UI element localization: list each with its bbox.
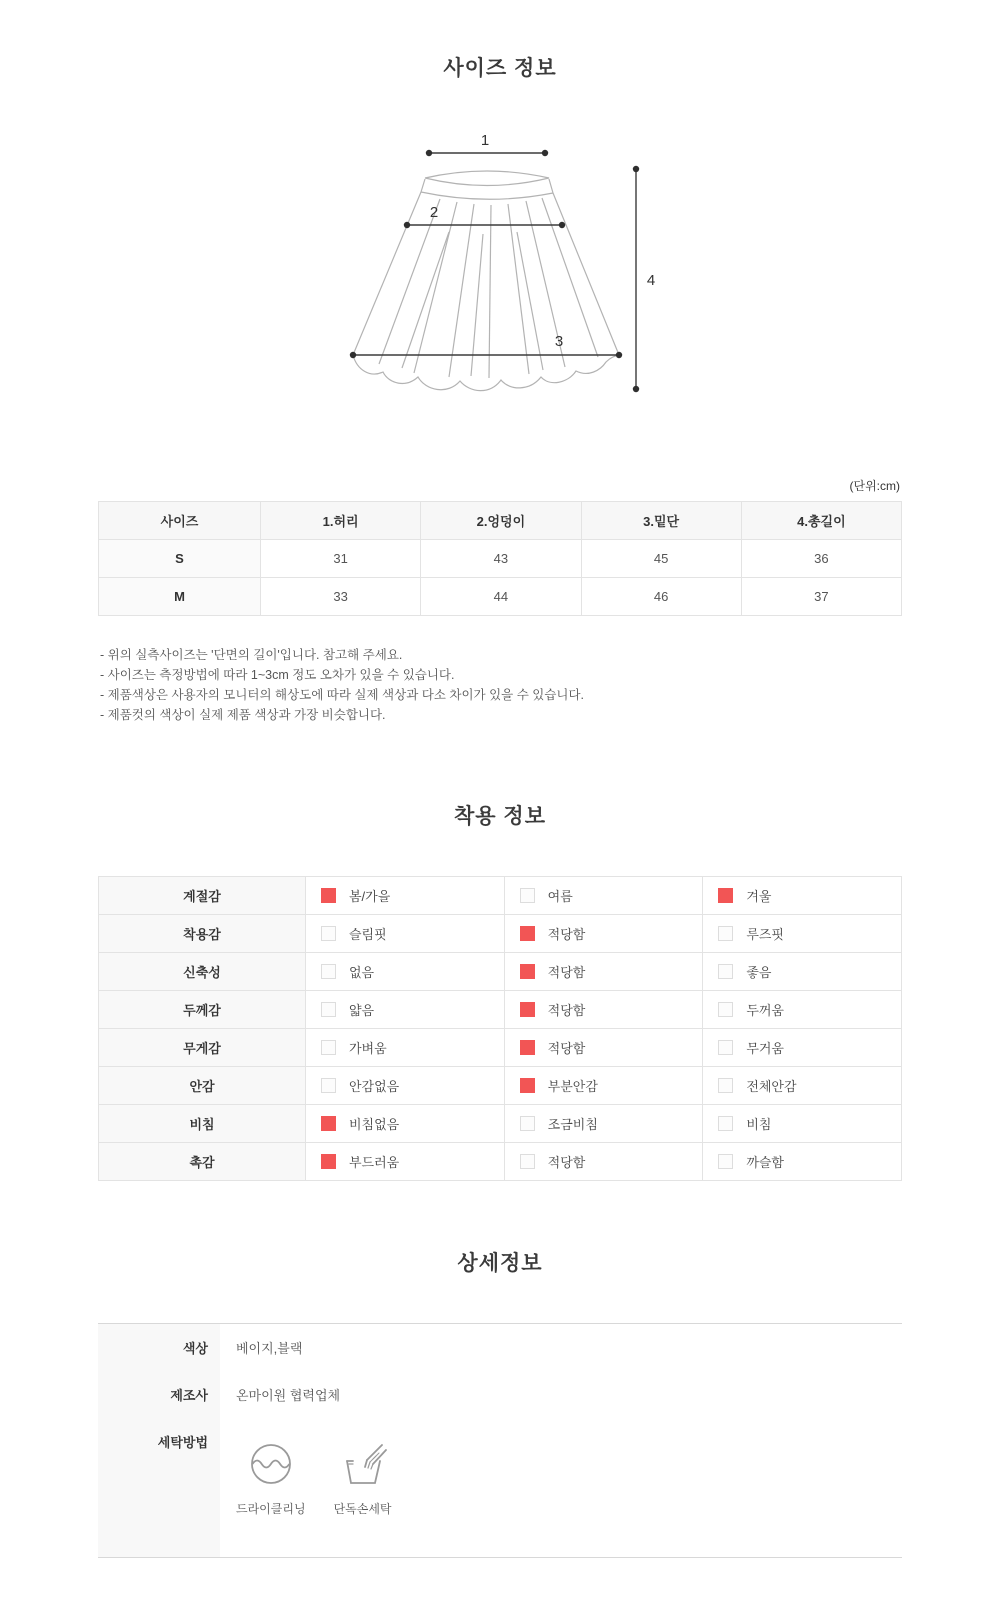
fit-option-cell <box>703 1029 902 1067</box>
fit-option-label: 부드러움 <box>349 1155 400 1170</box>
checked-box-icon <box>520 1040 535 1055</box>
size-col-header: 2.엉덩이 <box>421 502 581 540</box>
skirt-measurement-diagram <box>98 126 902 431</box>
fit-attribute-label: 무게감 <box>99 1029 306 1067</box>
size-value-cell: 45 <box>581 540 741 578</box>
size-note: - 사이즈는 측정방법에 따라 1~3cm 정도 오차가 있을 수 있습니다. <box>100 668 455 682</box>
unchecked-box-icon <box>321 1002 336 1017</box>
fit-info-title: 착용 정보 <box>454 805 546 828</box>
fit-option-cell <box>306 1067 505 1105</box>
unchecked-box-icon <box>520 1116 535 1131</box>
unchecked-box-icon <box>718 964 733 979</box>
fit-option-label: 적당함 <box>547 927 586 942</box>
fit-option-label: 두꺼움 <box>746 1003 784 1018</box>
size-table <box>98 501 902 616</box>
fit-option-cell <box>504 877 703 915</box>
unchecked-box-icon <box>520 888 535 903</box>
size-table-header-row <box>99 502 902 540</box>
wash-method-value <box>220 1418 902 1557</box>
wash-item-dry-clean <box>236 1440 306 1517</box>
fit-option-cell <box>504 1143 703 1181</box>
fit-table <box>98 876 902 1181</box>
skirt-outline <box>353 171 619 391</box>
measurement-lines <box>353 153 636 389</box>
fit-option-cell <box>703 1143 902 1181</box>
size-col-header: 3.밑단 <box>581 502 741 540</box>
fit-info-section <box>98 728 902 1181</box>
fit-table-body <box>99 877 902 1181</box>
checked-box-icon <box>321 1154 336 1169</box>
unchecked-box-icon <box>321 926 336 941</box>
fit-option-label: 겨울 <box>746 889 772 904</box>
size-note: - 제품컷의 색상이 실제 제품 색상과 가장 비슷합니다. <box>100 708 386 722</box>
size-value-cell: 44 <box>421 578 581 616</box>
fit-option-label: 얇음 <box>349 1003 375 1018</box>
size-info-title: 사이즈 정보 <box>443 57 557 80</box>
fit-option-cell <box>504 915 703 953</box>
fit-table-row <box>99 915 902 953</box>
detail-info-title: 상세정보 <box>457 1252 543 1275</box>
size-note: - 제품색상은 사용자의 모니터의 해상도에 따라 실제 색상과 다소 차이가 있을 수 있습니다. <box>100 688 585 702</box>
fit-option-label: 비침없음 <box>349 1117 400 1132</box>
unchecked-box-icon <box>321 964 336 979</box>
color-label: 색상 <box>98 1324 220 1371</box>
unchecked-box-icon <box>718 1002 733 1017</box>
checked-box-icon <box>321 888 336 903</box>
fit-option-label: 봄/가을 <box>349 889 391 904</box>
fit-option-label: 비침 <box>746 1117 772 1132</box>
measure-label-waist: 1 <box>480 132 490 149</box>
wash-item-label: 드라이클리닝 <box>236 1502 306 1516</box>
wash-icons-row <box>236 1440 902 1517</box>
size-value-cell: 36 <box>741 540 901 578</box>
fit-option-cell <box>504 953 703 991</box>
checked-box-icon <box>520 926 535 941</box>
fit-attribute-label: 비침 <box>99 1105 306 1143</box>
unchecked-box-icon <box>718 1078 733 1093</box>
wash-item-label: 단독손세탁 <box>333 1502 392 1516</box>
fit-option-cell <box>504 991 703 1029</box>
size-value-cell: 37 <box>741 578 901 616</box>
fit-option-cell <box>306 1029 505 1067</box>
fit-option-cell <box>504 1105 703 1143</box>
fit-option-cell <box>703 877 902 915</box>
fit-attribute-label: 신축성 <box>99 953 306 991</box>
fit-option-label: 조금비침 <box>547 1117 598 1132</box>
unchecked-box-icon <box>718 926 733 941</box>
size-notes <box>98 648 902 722</box>
fit-table-row <box>99 991 902 1029</box>
measurement-numbers <box>430 132 655 350</box>
fit-attribute-label: 계절감 <box>99 877 306 915</box>
unchecked-box-icon <box>321 1078 336 1093</box>
size-name-cell: M <box>99 578 261 616</box>
checked-box-icon <box>520 964 535 979</box>
unchecked-box-icon <box>718 1116 733 1131</box>
fit-option-cell <box>306 1105 505 1143</box>
checked-box-icon <box>321 1116 336 1131</box>
fit-option-cell <box>703 915 902 953</box>
product-detail-page <box>98 0 902 1598</box>
measure-label-hem: 3 <box>554 333 564 350</box>
size-table-body <box>99 540 902 616</box>
size-value-cell: 33 <box>261 578 421 616</box>
fit-option-label: 적당함 <box>547 1003 586 1018</box>
fit-option-label: 가벼움 <box>349 1041 387 1056</box>
unchecked-box-icon <box>321 1040 336 1055</box>
fit-option-cell <box>703 1105 902 1143</box>
fit-option-label: 슬림핏 <box>349 927 387 942</box>
unchecked-box-icon <box>520 1154 535 1169</box>
unit-label: (단위:cm) <box>849 479 900 493</box>
fit-option-label: 적당함 <box>547 1155 586 1170</box>
fit-option-cell <box>306 1143 505 1181</box>
measurement-dots <box>350 150 639 392</box>
size-value-cell: 46 <box>581 578 741 616</box>
fit-table-row <box>99 1105 902 1143</box>
detail-table <box>98 1323 902 1558</box>
fit-option-label: 루즈핏 <box>746 927 784 942</box>
measure-label-hip: 2 <box>429 204 439 221</box>
checked-box-icon <box>520 1002 535 1017</box>
fit-option-label: 까슬함 <box>746 1155 784 1170</box>
checked-box-icon <box>520 1078 535 1093</box>
size-table-row <box>99 578 902 616</box>
size-value-cell: 43 <box>421 540 581 578</box>
size-note: - 위의 실측사이즈는 '단면의 길이'입니다. 참고해 주세요. <box>100 648 403 662</box>
fit-option-label: 안감없음 <box>349 1079 400 1094</box>
fit-option-cell <box>504 1067 703 1105</box>
fit-table-row <box>99 953 902 991</box>
fit-table-row <box>99 1067 902 1105</box>
fit-option-cell <box>703 991 902 1029</box>
fit-option-cell <box>306 991 505 1029</box>
fit-option-label: 무거움 <box>746 1041 784 1056</box>
fit-option-label: 없음 <box>349 965 375 980</box>
fit-attribute-label: 안감 <box>99 1067 306 1105</box>
fit-option-label: 부분안감 <box>547 1079 598 1094</box>
fit-attribute-label: 촉감 <box>99 1143 306 1181</box>
fit-attribute-label: 착용감 <box>99 915 306 953</box>
size-info-section <box>98 0 902 722</box>
fit-option-label: 적당함 <box>547 965 586 980</box>
hand-wash-icon <box>339 1440 387 1488</box>
fit-table-row <box>99 1029 902 1067</box>
skirt-diagram-svg <box>337 126 677 426</box>
fit-table-row <box>99 1143 902 1181</box>
fit-option-cell <box>703 953 902 991</box>
size-table-row <box>99 540 902 578</box>
wash-method-label: 세탁방법 <box>98 1418 220 1557</box>
unchecked-box-icon <box>718 1154 733 1169</box>
detail-info-section <box>98 1181 902 1558</box>
fit-option-label: 적당함 <box>547 1041 586 1056</box>
size-value-cell: 31 <box>261 540 421 578</box>
fit-option-cell <box>703 1067 902 1105</box>
size-name-cell: S <box>99 540 261 578</box>
unchecked-box-icon <box>718 1040 733 1055</box>
manufacturer-value: 온마이원 협력업체 <box>236 1388 341 1403</box>
size-col-header: 4.총길이 <box>741 502 901 540</box>
fit-option-label: 전체안감 <box>746 1079 797 1094</box>
fit-attribute-label: 두께감 <box>99 991 306 1029</box>
size-col-header: 사이즈 <box>99 502 261 540</box>
dry-clean-icon <box>247 1440 295 1488</box>
fit-option-cell <box>306 915 505 953</box>
fit-option-cell <box>306 953 505 991</box>
fit-option-label: 좋음 <box>746 965 772 980</box>
manufacturer-label: 제조사 <box>98 1371 220 1418</box>
fit-option-cell <box>306 877 505 915</box>
fit-table-row <box>99 877 902 915</box>
measure-label-length: 4 <box>646 272 656 289</box>
size-col-header: 1.허리 <box>261 502 421 540</box>
color-value: 베이지,블랙 <box>236 1341 303 1356</box>
wash-item-hand-wash <box>334 1440 392 1517</box>
fit-option-label: 여름 <box>547 889 573 904</box>
fit-option-cell <box>504 1029 703 1067</box>
checked-box-icon <box>718 888 733 903</box>
